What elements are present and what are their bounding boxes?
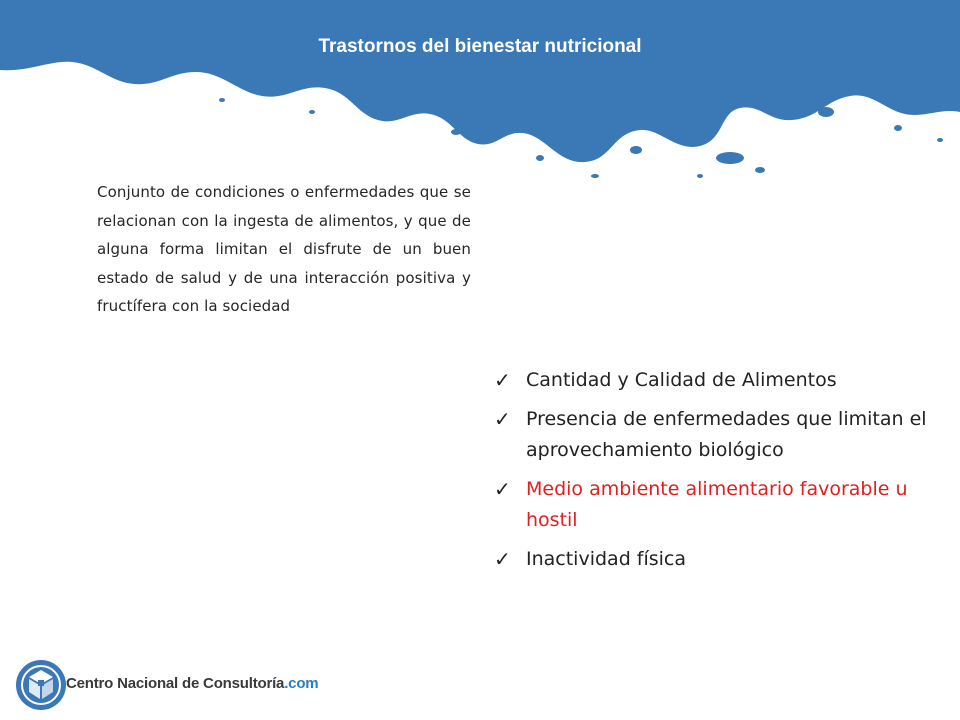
factor-text: Presencia de enfermedades que limitan el aprovechamiento biológico	[526, 408, 927, 461]
factor-text: Medio ambiente alimentario favorable u hostil	[526, 478, 908, 531]
checkmark-icon: ✓	[494, 477, 511, 501]
factor-item-food-environment	[492, 474, 942, 536]
logo-name: Centro Nacional de Consultoría	[66, 675, 285, 692]
factor-list	[492, 365, 942, 583]
paint-splash-banner	[0, 0, 960, 190]
factor-text: Cantidad y Calidad de Alimentos	[526, 369, 837, 391]
checkmark-icon: ✓	[494, 547, 511, 571]
factor-item-physical-inactivity	[492, 544, 942, 575]
factor-item-quantity-quality	[492, 365, 942, 396]
factor-text: Inactividad física	[526, 548, 687, 570]
factor-item-diseases	[492, 404, 942, 466]
slide-title: Trastornos del bienestar nutricional	[318, 36, 642, 57]
cube-logo-icon	[14, 658, 68, 712]
logo-suffix: .com	[284, 675, 319, 692]
company-logo	[14, 658, 319, 712]
logo-wordmark	[66, 675, 318, 692]
checkmark-icon: ✓	[494, 407, 511, 431]
checkmark-icon: ✓	[494, 368, 511, 392]
intro-paragraph: Conjunto de condiciones o enfermedades que se relacionan con la ingesta de alimentos, y que de alguna forma limitan el disfrute de un buen estado de salud y de una interacción positiva y fructífera con la sociedad	[97, 183, 471, 316]
